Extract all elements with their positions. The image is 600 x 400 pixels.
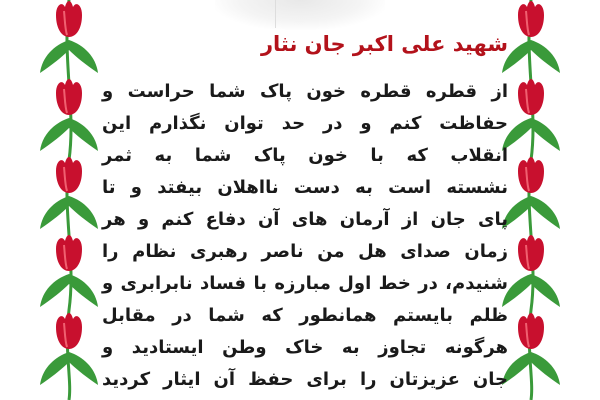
leaf	[40, 118, 69, 151]
tulip-border-left	[34, 0, 104, 400]
testament-text	[102, 76, 508, 396]
tulip-flower	[56, 79, 82, 115]
leaf	[40, 352, 69, 385]
leaf	[69, 352, 98, 385]
text-line: حفاظت کنم و در حد توان نگذارم این	[102, 113, 508, 134]
leaf	[69, 118, 98, 151]
leaf	[69, 274, 98, 307]
tulip-flower	[56, 157, 82, 193]
leaf	[531, 352, 560, 385]
tulip-flower	[56, 313, 82, 349]
tulip-icon	[40, 79, 98, 151]
leaf	[40, 196, 69, 229]
leaf	[531, 196, 560, 229]
leaf	[69, 40, 98, 73]
leaf	[531, 274, 560, 307]
tulip-flower	[518, 1, 544, 37]
martyr-name-title: شهید علی اکبر جان نثار	[260, 32, 508, 56]
tulip-flower	[518, 313, 544, 349]
tulip-flower	[56, 235, 82, 271]
tulip-flower	[518, 79, 544, 115]
leaf	[40, 40, 69, 73]
text-line: هرگونه تجاوز به خاک وطن ایستادید و	[102, 337, 508, 358]
tulip-flower	[518, 235, 544, 271]
leaf	[531, 118, 560, 151]
top-decoration	[215, 0, 385, 30]
leaf	[531, 40, 560, 73]
tulip-icon	[502, 79, 560, 151]
top-divider	[275, 0, 276, 28]
leaf	[69, 196, 98, 229]
text-line: ظلم بایستم همانطور که شما در مقابل	[102, 305, 508, 326]
text-line: از قطره قطره خون پاک شما حراست و	[102, 81, 508, 102]
leaf	[40, 274, 69, 307]
tulip-flower	[56, 1, 82, 37]
text-line: پای جان از آرمان های آن دفاع کنم و هر	[102, 209, 508, 230]
text-line: انقلاب که با خون پاک شما به ثمر	[102, 145, 508, 166]
text-line: زمان صدای هل من ناصر رهبری نظام را	[102, 241, 508, 262]
tulip-flower	[518, 157, 544, 193]
text-line: جان عزیزتان را برای حفظ آن ایثار کردید	[102, 369, 508, 390]
text-line: نشسته است به دست نااهلان بیفتد و تا	[102, 177, 508, 198]
text-line: شنیدم، در خط اول مبارزه با فساد نابرابری و	[102, 273, 508, 294]
